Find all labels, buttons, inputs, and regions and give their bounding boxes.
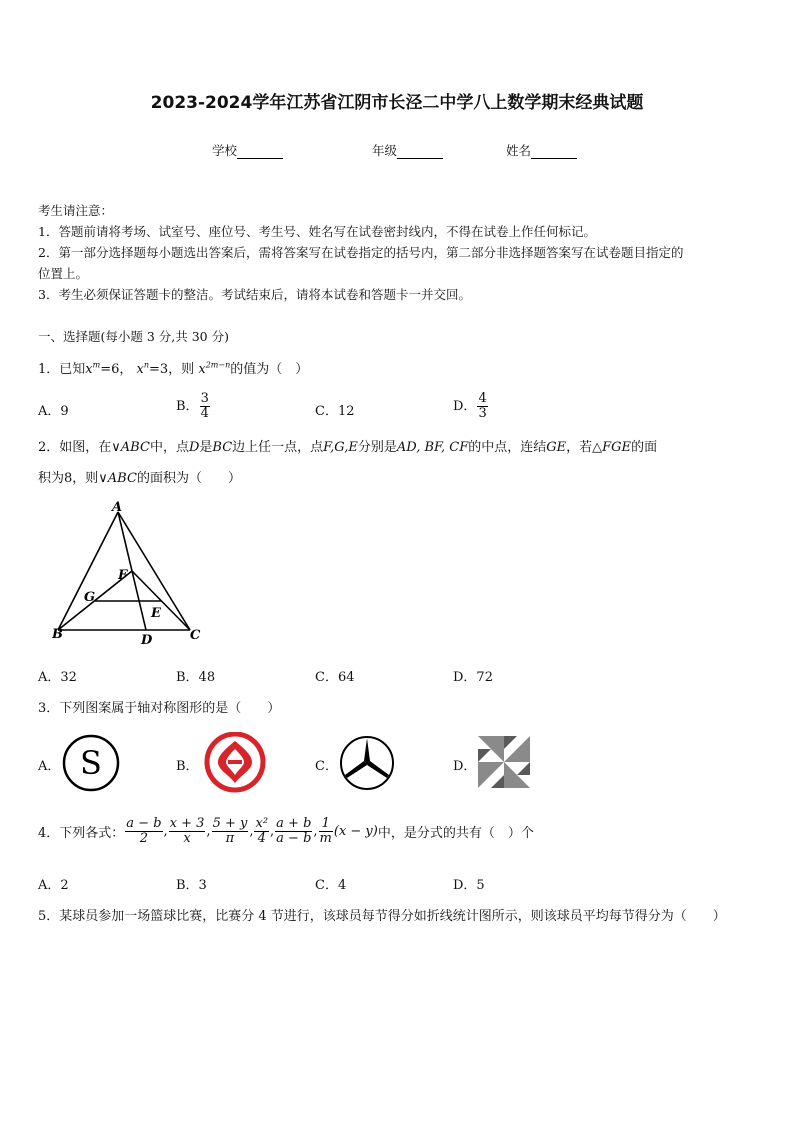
label-e: E xyxy=(151,606,161,621)
frac-6: $\frac{1}{m}$ xyxy=(319,816,332,846)
note-2-cont: 位置上。 xyxy=(38,266,89,281)
q1-option-d: D． $\frac{4}{3}$ xyxy=(453,391,487,421)
s-circle-icon xyxy=(62,734,122,794)
frac-5: $\frac{a + b}{a - b}$ xyxy=(276,816,312,846)
school-field: 学校 xyxy=(212,141,283,159)
q4-option-d: D．5 xyxy=(453,878,485,893)
red-logo-icon xyxy=(204,732,268,794)
q3-option-a-label: A． xyxy=(38,759,61,774)
triangle-figure xyxy=(48,500,208,650)
three-point-star-icon xyxy=(338,734,396,792)
q2-option-a: A．32 xyxy=(38,670,77,685)
frac-2: $\frac{x + 3}{x}$ xyxy=(169,816,205,846)
q2-option-c: C．64 xyxy=(315,670,355,685)
label-d: D xyxy=(141,633,153,648)
q1-option-b: B． $\frac{3}{4}$ xyxy=(176,391,209,421)
question-2-line1: 2．如图，在∨ABC中，点D是BC边上任一点，点F,G,E分别是AD, BF, CF的中点，连结GE，若△FGE的面 xyxy=(38,440,658,455)
label-f: F xyxy=(118,568,128,583)
q4-option-a: A．2 xyxy=(38,878,69,893)
note-3: 3．考生必须保证答题卡的整洁。考试结束后，请将本试卷和答题卡一并交回。 xyxy=(38,287,471,302)
name-field: 姓名 xyxy=(506,141,577,159)
q3-option-b-label: B． xyxy=(176,759,199,774)
note-2: 2．第一部分选择题每小题选出答案后，需将答案写在试卷指定的括号内，第二部分非选择题答案写在试卷题目指定的 xyxy=(38,245,684,260)
q2-option-d: D．72 xyxy=(453,670,493,685)
q1-option-a: A．9 xyxy=(38,404,69,419)
label-g: G xyxy=(84,590,96,605)
label-c: C xyxy=(190,628,201,643)
label-a: A xyxy=(112,500,123,515)
q4-option-c: C．4 xyxy=(315,878,347,893)
frac-3: $\frac{5 + y}{\pi}$ xyxy=(212,816,248,846)
question-2-line2: 积为8，则∨ABC的面积为（ ） xyxy=(38,471,241,486)
frac-1: $\frac{a - b}{2}$ xyxy=(126,816,162,846)
grade-field: 年级 xyxy=(372,141,443,159)
note-1: 1．答题前请将考场、试室号、座位号、考生号、姓名写在试卷密封线内，不得在试卷上作任何标记。 xyxy=(38,224,596,239)
question-1: 1．已知$x^m=6$， $x^n=3$，则 $x^{2m-n}$的值为（ ） xyxy=(38,360,309,377)
label-b: B xyxy=(52,627,63,642)
svg-text:S: S xyxy=(80,744,102,782)
pinwheel-icon xyxy=(476,734,532,790)
section-heading: 一、选择题(每小题 3 分,共 30 分) xyxy=(38,329,229,344)
q1-option-c: C．12 xyxy=(315,404,355,419)
q4-option-b: B．3 xyxy=(176,878,207,893)
question-4: 4．下列各式： $\frac{a - b}{2}$ , $\frac{x + 3}{x}$ , $\frac{5 + y}{\pi}$ , $\frac{\text{x²}}{4}$ , $\frac{a + b}{a - b}$ , $\frac{1}{m}$ (x − y)中，是分式的共有（ ）个 xyxy=(38,816,534,846)
q3-option-d-label: D． xyxy=(453,759,477,774)
question-3: 3．下列图案属于轴对称图形的是（ ） xyxy=(38,701,281,716)
frac-4: $\frac{\text{x²}}{4}$ xyxy=(255,816,269,846)
question-5: 5．某球员参加一场篮球比赛，比赛分 4 节进行，该球员每节得分如折线统计图所示，则该球员平均每节得分为（ ） xyxy=(38,909,726,924)
page-title: 2023-2024学年江苏省江阴市长泾二中学八上数学期末经典试题 xyxy=(150,93,644,113)
q3-option-c-label: C． xyxy=(315,759,338,774)
notes-heading: 考生请注意： xyxy=(38,203,114,218)
q2-option-b: B．48 xyxy=(176,670,216,685)
